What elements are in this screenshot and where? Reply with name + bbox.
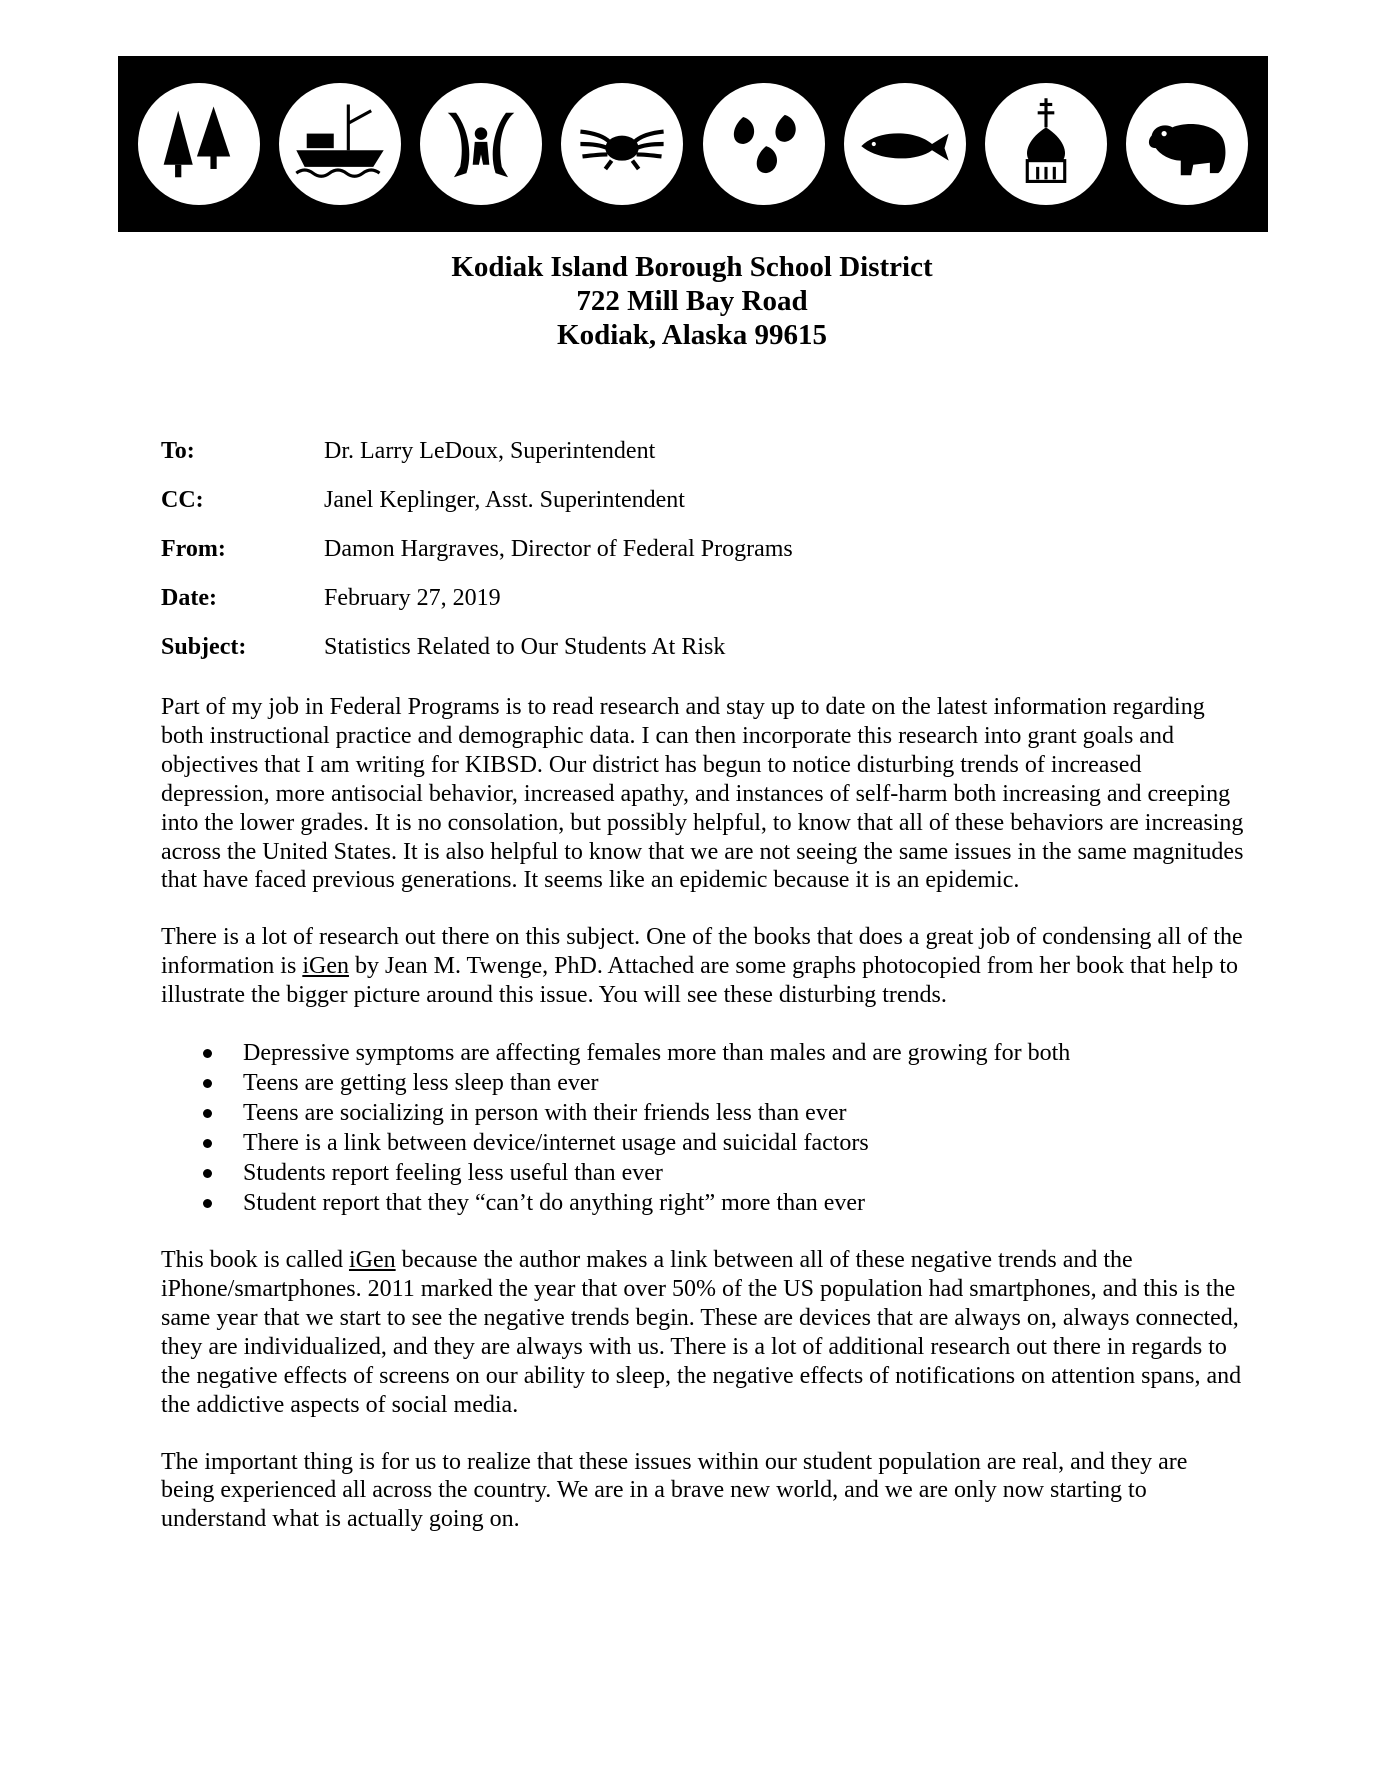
paragraph-2 [161,923,1246,1010]
cc-label: CC: [161,487,204,513]
emblem-boat [279,83,401,205]
subject-label: Subject: [161,634,247,660]
cc-value: Janel Keplinger, Asst. Superintendent [324,487,685,513]
bullet-icon [203,1049,212,1058]
list-item-text: Depressive symptoms are affecting females more than males and are growing for both [243,1040,1071,1067]
dancing-figures-icon [429,92,533,196]
list-item [161,1068,1246,1098]
book-title-2: iGen [348,1247,396,1274]
bullet-icon [203,1079,212,1088]
paragraph-4: The important thing is for us to realize that these issues within our student population are real, and they are being experienced all across the country. We are in a brave new world, and we are only now starting to understand what is actually going on. [161,1448,1188,1533]
bullet-icon [203,1109,212,1118]
list-item-text: Teens are getting less sleep than ever [243,1070,599,1097]
list-item [161,1158,1246,1188]
paragraph-1: Part of my job in Federal Programs is to read research and stay up to date on the latest information regarding both instructional practice and demographic data. I can then incorporate this research into grant goals and objectives that I am writing for KIBSD. Our district has begun to notice disturbing trends of increased depression, more antisocial behavior, increased apathy, and instances of self-harm both increasing and creeping into the lower grades. It is no consolation, but possibly helpful, to know that all of these behaviors are increasing across the United States. It is also helpful to know that we are not seeing the same issues in the same magnitudes that have faced previous generations. It seems like an epidemic because it is an epidemic. [161,694,1244,894]
memo-body [161,693,1246,1562]
to-value: Dr. Larry LeDoux, Superintendent [324,438,656,464]
emblem-salmon [844,83,966,205]
list-item-text: Student report that they “can’t do anything right” more than ever [243,1190,866,1217]
bear-icon [1135,92,1239,196]
list-item [161,1128,1246,1158]
emblem-church [985,83,1107,205]
subject-value: Statistics Related to Our Students At Risk [324,634,726,660]
header-banner [118,56,1268,232]
list-item [161,1188,1246,1218]
berries-icon [712,92,816,196]
emblem-berries [703,83,825,205]
letterhead [0,250,1384,352]
crab-icon [570,92,674,196]
orthodox-church-icon [994,92,1098,196]
from-label: From: [161,536,226,562]
list-item-text: There is a link between device/internet usage and suicidal factors [243,1130,869,1157]
list-item [161,1098,1246,1128]
paragraph-3 [161,1246,1246,1419]
list-item-text: Students report feeling less useful than ever [243,1160,663,1187]
emblem-dancers [420,83,542,205]
paragraph-3-text-a: This book is called [161,1247,349,1274]
date-label: Date: [161,585,217,611]
organization-name: Kodiak Island Borough School District [451,251,933,283]
list-item-text: Teens are socializing in person with their friends less than ever [243,1100,847,1127]
bullet-icon [203,1139,212,1148]
address-line-1: 722 Mill Bay Road [576,285,808,317]
to-label: To: [161,438,195,464]
from-value: Damon Hargraves, Director of Federal Programs [324,536,793,562]
date-value: February 27, 2019 [324,585,501,611]
paragraph-2-text-b: by Jean M. Twenge, PhD. Attached are some graphs photocopied from her book that help to illustrate the bigger picture around this issue. You will see these disturbing trends. [161,953,1238,1009]
fishing-boat-icon [288,92,392,196]
list-item [161,1038,1246,1068]
bullet-icon [203,1199,212,1208]
address-line-2: Kodiak, Alaska 99615 [557,319,827,351]
trees-icon [147,92,251,196]
trend-list [161,1038,1246,1218]
salmon-icon [853,92,957,196]
emblem-trees [138,83,260,205]
bullet-icon [203,1169,212,1178]
emblem-bear [1126,83,1248,205]
book-title: iGen [302,953,349,980]
paragraph-2-text-a: There is a lot of research out there on this subject. One of the books that does a great job of condensing all of the information is [161,924,1243,980]
emblem-crab [561,83,683,205]
paragraph-3-text-b: because the author makes a link between all of these negative trends and the iPhone/smartphones. 2011 marked the year that over 50% of the US population had smartphones, and this is the same year that we start to see the negative trends begin. These are devices that are always on, always connected, they are individualized, and they are always with us. There is a lot of additional research out there in regards to the negative effects of screens on our ability to sleep, the negative effects of notifications on attention spans, and the addictive aspects of social media. [161,1247,1242,1418]
